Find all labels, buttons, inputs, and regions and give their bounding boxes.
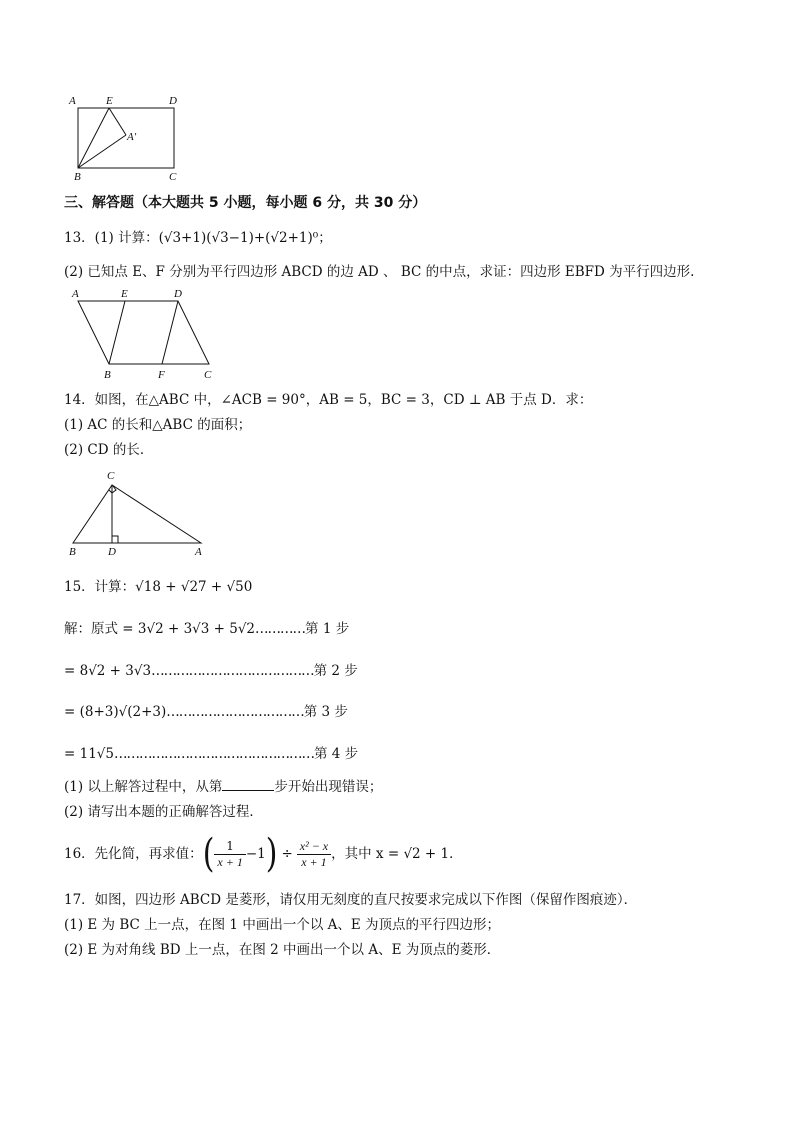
step-dots: ………… <box>255 621 306 637</box>
step-label: 第 2 步 <box>313 663 358 679</box>
label-b: B <box>69 546 76 558</box>
q15-stem: 15．计算：√18 + √27 + √50 <box>64 579 253 595</box>
label-c: C <box>204 369 212 381</box>
step-expr: 解：原式 = 3√2 + 3√3 + 5√2 <box>64 621 256 637</box>
segment-be <box>78 108 109 168</box>
label-c: C <box>169 171 177 183</box>
q17-stem: 17．如图，四边形 ABCD 是菱形，请仅用无刻度的直尺按要求完成以下作图（保留作图痕迹）． <box>64 892 638 908</box>
triangle-abc <box>73 485 201 543</box>
segment-eb <box>109 301 125 364</box>
step-expr: = (8+3)√(2+3) <box>64 704 167 720</box>
segment-ea-prime <box>109 108 126 135</box>
parallelogram-abcd <box>78 301 209 364</box>
segment-ba-prime <box>78 135 126 168</box>
parallelogram-figure <box>66 286 226 384</box>
q17-part2: (2) E 为对角线 BD 上一点，在图 2 中画出一个以 A、E 为顶点的菱形． <box>64 942 501 958</box>
step-label: 第 3 步 <box>303 704 348 720</box>
q13-part1-expr: (√3+1)(√3−1)+(√2+1)⁰； <box>158 230 332 246</box>
q14-stem: 14．如图，在△ABC 中，∠ACB = 90°，AB = 5，BC = 3，CD ⊥ AB 于点 D．求： <box>64 392 593 408</box>
label-a: A <box>72 288 79 300</box>
label-a-prime: A′ <box>127 131 137 143</box>
q14-part1: (1) AC 的长和△ABC 的面积； <box>64 417 252 433</box>
label-f: F <box>158 369 165 381</box>
label-b: B <box>104 369 111 381</box>
step-label: 第 4 步 <box>313 746 359 762</box>
label-d: D <box>169 95 177 107</box>
fraction-2 <box>297 839 331 870</box>
fraction-1-numerator: 1 <box>214 839 245 855</box>
step-dots: …………………………… <box>166 704 304 720</box>
label-c: C <box>107 470 115 482</box>
step-dots: ………………………………… <box>151 663 314 679</box>
label-e: E <box>121 288 128 300</box>
right-angle-mark-d <box>112 536 118 543</box>
fraction-1-denominator: x + 1 <box>217 855 243 869</box>
fraction-2-denominator: x + 1 <box>301 855 327 869</box>
q13-part1-prefix: 13．(1) 计算： <box>64 230 159 246</box>
q13-part2: (2) 已知点 E、F 分别为平行四边形 ABCD 的边 AD 、 BC 的中点，求证：四边形 EBFD 为平行四边形. <box>64 264 695 280</box>
q15-part1 <box>64 778 382 796</box>
minus-one: −1 <box>245 846 266 862</box>
q14-part2: (2) CD 的长． <box>64 442 154 458</box>
label-d: D <box>108 546 116 558</box>
label-b: B <box>74 171 81 183</box>
q16-suffix: ，其中 x = √2 + 1． <box>331 846 463 862</box>
section-heading: 三、解答题（本大题共 5 小题，每小题 6 分，共 30 分） <box>64 195 427 211</box>
label-e: E <box>106 95 113 107</box>
q16 <box>64 832 463 878</box>
divide-sign: ÷ <box>281 846 293 862</box>
fraction-2-numerator: x² − x <box>297 839 331 855</box>
label-a: A <box>69 95 76 107</box>
segment-df <box>162 301 178 364</box>
answer-blank[interactable] <box>222 778 274 791</box>
q17-part1: (1) E 为 BC 上一点，在图 1 中画出一个以 A、E 为顶点的平行四边形； <box>64 917 501 933</box>
q15-step-4 <box>64 745 358 763</box>
q15-step-1 <box>64 620 349 638</box>
fold-rectangle-figure <box>66 92 186 184</box>
step-expr: = 11√5 <box>64 746 114 762</box>
right-paren: ) <box>265 831 278 877</box>
step-label: 第 1 步 <box>305 621 350 637</box>
rectangle-abcd <box>78 108 174 168</box>
q15-part1-after: 步开始出现错误； <box>274 779 383 795</box>
right-triangle-figure <box>64 464 214 560</box>
q15-part2: (2) 请写出本题的正确解答过程． <box>64 804 263 820</box>
left-paren: ( <box>202 831 215 877</box>
q16-prefix: 16．先化简，再求值： <box>64 846 203 862</box>
q15-step-3 <box>64 703 348 721</box>
step-expr: = 8√2 + 3√3 <box>64 663 152 679</box>
q13-part1 <box>64 229 332 247</box>
q15-step-2 <box>64 662 358 680</box>
step-dots: ………………………………………… <box>113 746 314 762</box>
fraction-1 <box>214 839 245 870</box>
q15-part1-before: (1) 以上解答过程中，从第 <box>64 779 223 795</box>
label-d: D <box>174 288 182 300</box>
label-a: A <box>195 546 202 558</box>
